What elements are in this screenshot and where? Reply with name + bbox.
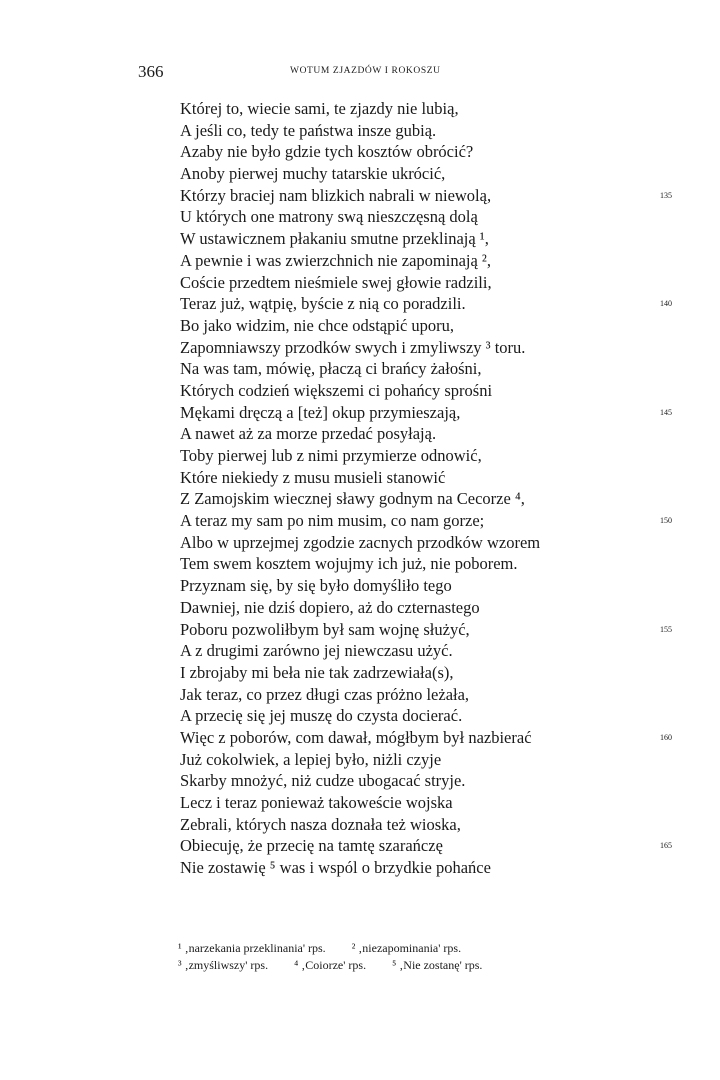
verse-text: Jak teraz, co przez długi czas próżno leżała, <box>180 684 470 704</box>
verse-text: Zapomniawszy przodków swych i zmyliwszy ³ toru. <box>180 337 526 357</box>
verse-line <box>180 337 650 359</box>
verse-line <box>180 250 650 272</box>
verse-line <box>180 835 672 857</box>
verse-text: I zbrojaby mi beła nie tak zadrzewiała(s), <box>180 662 454 682</box>
verse-text: Skarby mnożyć, niż cudze ubogacać stryje. <box>180 771 466 791</box>
verse-line <box>180 228 650 250</box>
verse-line <box>180 445 650 467</box>
line-number: 140 <box>660 299 672 309</box>
verse-text: Toby pierwej lub z nimi przymierze odnowić, <box>180 446 482 465</box>
verse-line <box>180 510 672 532</box>
footnote: ² ‚niezapominania' rps. <box>351 941 462 955</box>
verse-text: Już cokolwiek, a lepiej było, niżli czyje <box>180 749 442 769</box>
line-number: 135 <box>660 190 672 200</box>
verse-text: Z Zamojskim wiecznej sławy godnym na Cecorze ⁴, <box>180 489 525 509</box>
verse-text: Poboru pozwoliłbym był sam wojnę służyć, <box>180 619 470 639</box>
footnote: ⁴ ‚Coiorze' rps. <box>294 958 367 972</box>
verse-line <box>180 705 650 727</box>
verse-line <box>180 358 650 380</box>
footnote-row <box>178 940 658 957</box>
verse-text: Zebrali, których nasza doznała też wioska, <box>180 814 461 834</box>
verse-text: A przecię się jej muszę do czysta docierać. <box>180 706 463 726</box>
verse-line <box>180 749 650 771</box>
line-number: 155 <box>660 624 672 634</box>
verse-line <box>180 185 672 207</box>
verse-text: Którzy braciej nam blizkich nabrali w niewolą, <box>180 185 492 205</box>
verse-text: Teraz już, wątpię, byście z nią co poradzili. <box>180 294 466 314</box>
verse-line <box>180 141 650 163</box>
footnote: ³ ‚zmyśliwszy' rps. <box>178 958 269 972</box>
verse-text: A jeśli co, tedy te państwa insze gubią. <box>180 120 437 140</box>
verse-text: A nawet aż za morze przedać posyłają. <box>180 424 437 444</box>
verse-text: Których codzień większemi ci pohańcy sprośni <box>180 380 493 400</box>
footnote-row <box>178 957 658 974</box>
verse-line <box>180 272 650 294</box>
verse-text: Więc z poborów, com dawał, mógłbym był nazbierać <box>180 727 532 747</box>
line-number: 165 <box>660 841 672 851</box>
verse-text: Tem swem kosztem wojujmy ich już, nie poborem. <box>180 554 518 574</box>
verse-line <box>180 163 650 185</box>
line-number: 150 <box>660 516 672 526</box>
page-header <box>0 62 720 82</box>
verse-text: A pewnie i was zwierzchnich nie zapominają ², <box>180 250 491 270</box>
footnote: ¹ ‚narzekania przeklinania' rps. <box>178 941 326 955</box>
verse-line <box>180 640 650 662</box>
verse-line <box>180 553 650 575</box>
verse-line <box>180 532 650 554</box>
verse-line <box>180 315 650 337</box>
verse-text: Coście przedtem nieśmiele swej głowie radzili, <box>180 272 492 292</box>
verse-text: Azaby nie było gdzie tych kosztów obrócić? <box>180 142 474 162</box>
verse-line <box>180 467 650 489</box>
verse-text: Dawniej, nie dziś dopiero, aż do czternastego <box>180 597 480 617</box>
verse-line <box>180 770 650 792</box>
verse-text: A z drugimi zarówno jej niewczasu użyć. <box>180 641 453 661</box>
verse-line <box>180 792 650 814</box>
page-number: 366 <box>138 62 164 81</box>
verse-line <box>180 488 650 510</box>
running-head: WOTUM ZJAZDÓW I ROKOSZU <box>290 66 441 76</box>
verse-line <box>180 293 672 315</box>
verse-text: Lecz i teraz ponieważ takoweście wojska <box>180 793 453 812</box>
verse-text: W ustawicznem płakaniu smutne przeklinają ¹, <box>180 229 489 249</box>
verse-text: A teraz my sam po nim musim, co nam gorze; <box>180 511 485 531</box>
verse-line <box>180 727 672 749</box>
verse-line <box>180 423 650 445</box>
verse-text: Przyznam się, by się było domyśliło tego <box>180 576 452 596</box>
footnotes <box>178 940 658 974</box>
footnote: ⁵ ‚Nie zostanę' rps. <box>392 958 483 972</box>
verse-text: Które niekiedy z musu musieli stanowić <box>180 467 446 487</box>
line-number: 145 <box>660 407 672 417</box>
poem-text <box>180 98 672 879</box>
verse-line <box>180 380 650 402</box>
verse-line <box>180 619 672 641</box>
verse-text: U których one matrony swą nieszczęsną dolą <box>180 207 478 227</box>
verse-line <box>180 206 650 228</box>
verse-line <box>180 120 650 142</box>
verse-text: Albo w uprzejmej zgodzie zacnych przodków wzorem <box>180 532 541 552</box>
verse-line <box>180 597 650 619</box>
line-number: 160 <box>660 732 672 742</box>
verse-text: Której to, wiecie sami, te zjazdy nie lubią, <box>180 99 459 118</box>
verse-line <box>180 814 650 836</box>
verse-line <box>180 662 650 684</box>
verse-line <box>180 857 650 879</box>
verse-line <box>180 575 650 597</box>
verse-line <box>180 402 672 424</box>
verse-text: Obiecuję, że przecię na tamtę szarańczę <box>180 836 443 856</box>
verse-text: Na was tam, mówię, płaczą ci brańcy żałośni, <box>180 359 482 379</box>
verse-text: Bo jako widzim, nie chce odstąpić uporu, <box>180 315 455 335</box>
verse-text: Anoby pierwej muchy tatarskie ukrócić, <box>180 164 446 184</box>
verse-text: Mękami dręczą a [też] okup przymieszają, <box>180 402 461 422</box>
verse-line <box>180 684 650 706</box>
verse-line <box>180 98 650 120</box>
verse-text: Nie zostawię ⁵ was i wspól o brzydkie pohańce <box>180 858 491 878</box>
